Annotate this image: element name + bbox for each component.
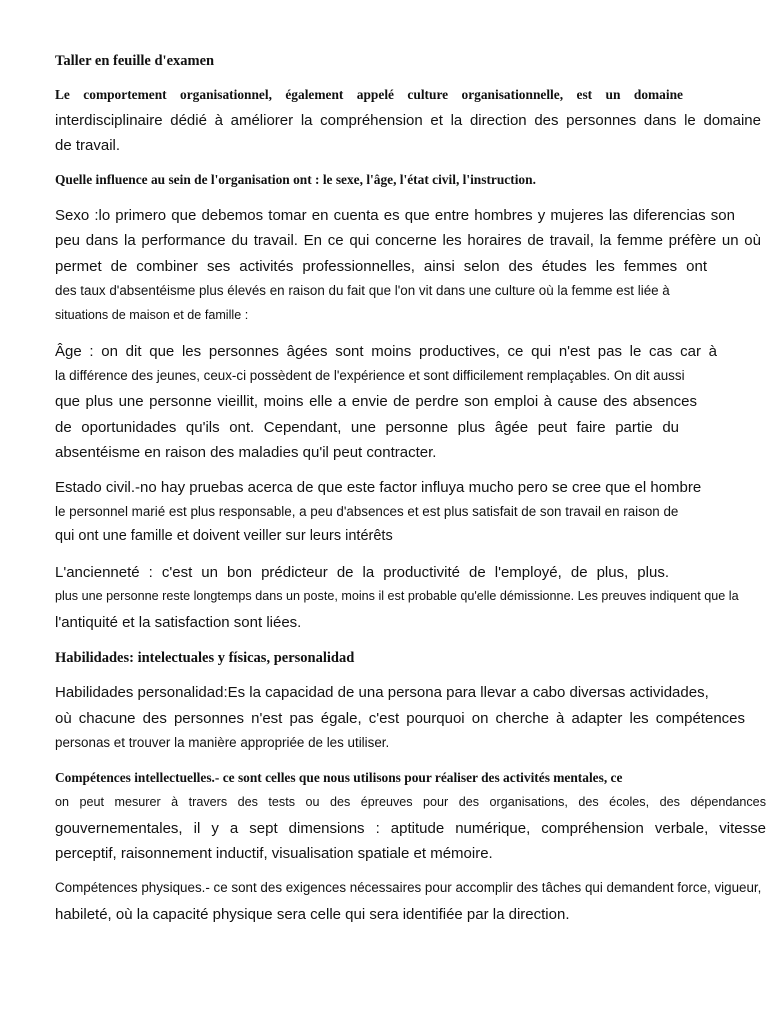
physical-line-2: habileté, où la capacité physique sera celle qui sera identifiée par la direction. bbox=[55, 906, 570, 923]
abilities-heading: Habilidades: intelectuales y físicas, personalidad bbox=[55, 650, 355, 666]
intro-line-2: interdisciplinaire dédié à améliorer la compréhension et la direction des personnes dans le domaine bbox=[55, 112, 761, 129]
age-line-1: Âge : on dit que les personnes âgées sont moins productives, ce qui n'est pas le cas car à bbox=[55, 343, 717, 360]
age-line-5: absentéisme en raison des maladies qu'il peut contracter. bbox=[55, 444, 437, 461]
abilities-line-1: Habilidades personalidad:Es la capacidad de una persona para llevar a cabo diversas actividades, bbox=[55, 684, 709, 701]
sexo-line-2: peu dans la performance du travail. En ce qui concerne les horaires de travail, la femme préfère un où bbox=[55, 232, 761, 249]
sexo-line-4: des taux d'absentéisme plus élevés en raison du fait que l'on vit dans une culture où la femme est liée à bbox=[55, 283, 670, 298]
seniority-line-2: plus une personne reste longtemps dans un poste, moins il est probable qu'elle démissionne. Les preuves indiquent que la bbox=[55, 589, 739, 603]
age-line-3: que plus une personne vieillit, moins elle a envie de perdre son emploi à cause des absences bbox=[55, 393, 697, 410]
abilities-line-2: où chacune des personnes n'est pas égale, c'est pourquoi on cherche à adapter les compétences bbox=[55, 710, 745, 727]
seniority-line-1: L'ancienneté : c'est un bon prédicteur de la productivité de l'employé, de plus, plus. bbox=[55, 564, 669, 581]
document-title: Taller en feuille d'examen bbox=[55, 53, 215, 69]
sexo-line-1: Sexo :lo primero que debemos tomar en cuenta es que entre hombres y mujeres las diferencias son bbox=[55, 207, 735, 224]
section-question: Quelle influence au sein de l'organisation ont : le sexe, l'âge, l'état civil, l'instruction. bbox=[55, 172, 536, 187]
intro-line-1: Le comportement organisationnel, également appelé culture organisationnelle, est un domaine bbox=[55, 87, 683, 102]
abilities-line-3: personas et trouver la manière appropriée de les utiliser. bbox=[55, 735, 390, 750]
civil-line-3: qui ont une famille et doivent veiller sur leurs intérêts bbox=[55, 528, 393, 544]
intellectual-line-4: perceptif, raisonnement inductif, visualisation spatiale et mémoire. bbox=[55, 845, 493, 862]
intellectual-line-3: gouvernementales, il y a sept dimensions : aptitude numérique, compréhension verbale, vitesse bbox=[55, 820, 766, 837]
sexo-line-3: permet de combiner ses activités professionnelles, ainsi selon des études les femmes ont bbox=[55, 258, 707, 275]
intellectual-line-1: Compétences intellectuelles.- ce sont celles que nous utilisons pour réaliser des activités mentales, ce bbox=[55, 770, 623, 785]
intellectual-line-2: on peut mesurer à travers des tests ou des épreuves pour des organisations, des écoles, des dépendances bbox=[55, 795, 766, 809]
sexo-line-5: situations de maison et de famille : bbox=[55, 308, 249, 322]
physical-line-1: Compétences physiques.- ce sont des exigences nécessaires pour accomplir des tâches qui demandent force, vigueur, bbox=[55, 880, 762, 895]
intro-line-3: de travail. bbox=[55, 137, 121, 154]
civil-line-2: le personnel marié est plus responsable, a peu d'absences et est plus satisfait de son travail en raison de bbox=[55, 504, 679, 519]
seniority-line-3: l'antiquité et la satisfaction sont liées. bbox=[55, 614, 302, 631]
civil-line-1: Estado civil.-no hay pruebas acerca de que este factor influya mucho pero se cree que el hombre bbox=[55, 479, 702, 496]
age-line-2: la différence des jeunes, ceux-ci possèdent de l'expérience et sont difficilement remplaçables. On dit aussi bbox=[55, 368, 685, 383]
age-line-4: de oportunidades qu'ils ont. Cependant, une personne plus âgée peut faire partie du bbox=[55, 419, 679, 436]
